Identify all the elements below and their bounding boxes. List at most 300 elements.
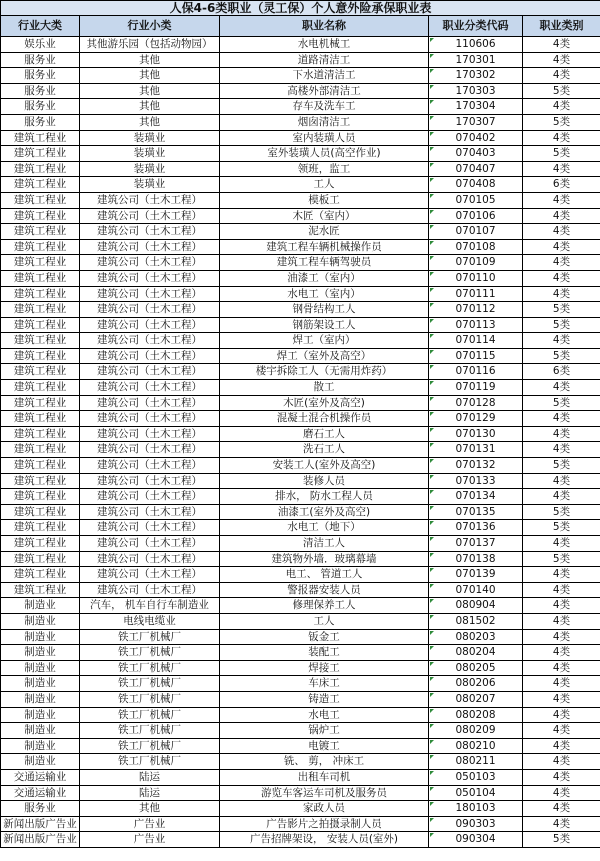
cell-industry-subcategory: 建筑公司（土木工程） <box>80 364 220 380</box>
cell-occupation-class: 4类 <box>523 785 600 801</box>
cell-occupation-code: 080904 <box>429 598 523 614</box>
table-row <box>1 83 600 99</box>
cell-occupation-name: 钢筋架设工人 <box>220 317 429 333</box>
cell-occupation-name: 存车及洗车工 <box>220 99 429 115</box>
cell-occupation-code: 080211 <box>429 754 523 770</box>
cell-occupation-class: 5类 <box>523 395 600 411</box>
cell-occupation-class: 4类 <box>523 598 600 614</box>
cell-occupation-name: 铸造工 <box>220 691 429 707</box>
cell-occupation-name: 建筑工程车辆机械操作员 <box>220 239 429 255</box>
cell-occupation-name: 铣、 剪， 冲床工 <box>220 754 429 770</box>
cell-occupation-class: 4类 <box>523 224 600 240</box>
cell-industry-category: 服务业 <box>1 68 80 84</box>
cell-industry-category: 制造业 <box>1 723 80 739</box>
cell-industry-subcategory: 建筑公司（土木工程） <box>80 302 220 318</box>
cell-occupation-name: 烟囱清洁工 <box>220 114 429 130</box>
table-title: 人保4-6类职业（灵工保）个人意外险承保职业表 <box>1 1 600 16</box>
cell-occupation-name: 钣金工 <box>220 629 429 645</box>
cell-industry-category: 新闻出版广告业 <box>1 816 80 832</box>
cell-industry-category: 制造业 <box>1 645 80 661</box>
cell-industry-subcategory: 铁工厂机械厂 <box>80 738 220 754</box>
table-row <box>1 785 600 801</box>
cell-occupation-class: 4类 <box>523 239 600 255</box>
table-row <box>1 192 600 208</box>
cell-occupation-name: 安装工人(室外及高空) <box>220 458 429 474</box>
cell-occupation-name: 广告招牌架设， 安装人员(室外) <box>220 832 429 848</box>
cell-industry-subcategory: 建筑公司（土木工程） <box>80 380 220 396</box>
cell-industry-subcategory: 建筑公司（土木工程） <box>80 473 220 489</box>
cell-occupation-name: 油漆工（室内） <box>220 270 429 286</box>
cell-industry-subcategory: 建筑公司（土木工程） <box>80 426 220 442</box>
cell-occupation-name: 高楼外部清洁工 <box>220 83 429 99</box>
cell-industry-subcategory: 铁工厂机械厂 <box>80 676 220 692</box>
cell-occupation-code: 070407 <box>429 161 523 177</box>
cell-occupation-class: 4类 <box>523 255 600 271</box>
table-row <box>1 442 600 458</box>
cell-occupation-code: 081502 <box>429 613 523 629</box>
cell-occupation-name: 清洁工人 <box>220 536 429 552</box>
table-row <box>1 504 600 520</box>
cell-occupation-code: 070128 <box>429 395 523 411</box>
cell-occupation-name: 电镀工 <box>220 738 429 754</box>
cell-industry-subcategory: 建筑公司（土木工程） <box>80 255 220 271</box>
cell-industry-subcategory: 建筑公司（土木工程） <box>80 567 220 583</box>
cell-occupation-code: 070107 <box>429 224 523 240</box>
cell-occupation-code: 080203 <box>429 629 523 645</box>
table-row <box>1 286 600 302</box>
cell-industry-category: 建筑工程业 <box>1 504 80 520</box>
cell-industry-subcategory: 建筑公司（土木工程） <box>80 458 220 474</box>
cell-occupation-code: 070135 <box>429 504 523 520</box>
cell-occupation-class: 4类 <box>523 68 600 84</box>
cell-industry-category: 建筑工程业 <box>1 239 80 255</box>
table-body <box>1 37 600 848</box>
cell-industry-subcategory: 其他游乐园（包括动物园） <box>80 37 220 53</box>
cell-occupation-name: 道路清洁工 <box>220 52 429 68</box>
header-occupation-code: 职业分类代码 <box>429 16 523 37</box>
cell-occupation-code: 050103 <box>429 769 523 785</box>
cell-occupation-class: 4类 <box>523 473 600 489</box>
cell-occupation-code: 080207 <box>429 691 523 707</box>
cell-industry-subcategory: 铁工厂机械厂 <box>80 723 220 739</box>
cell-occupation-class: 4类 <box>523 192 600 208</box>
cell-industry-category: 建筑工程业 <box>1 177 80 193</box>
cell-occupation-class: 4类 <box>523 754 600 770</box>
cell-occupation-name: 锅炉工 <box>220 723 429 739</box>
cell-occupation-name: 焊工（室内） <box>220 333 429 349</box>
cell-industry-category: 制造业 <box>1 707 80 723</box>
cell-occupation-name: 洗石工人 <box>220 442 429 458</box>
cell-occupation-class: 4类 <box>523 411 600 427</box>
table-row <box>1 707 600 723</box>
cell-industry-category: 建筑工程业 <box>1 551 80 567</box>
cell-industry-category: 服务业 <box>1 801 80 817</box>
cell-industry-subcategory: 建筑公司（土木工程） <box>80 551 220 567</box>
cell-occupation-class: 4类 <box>523 691 600 707</box>
cell-industry-category: 建筑工程业 <box>1 395 80 411</box>
cell-industry-subcategory: 装璜业 <box>80 146 220 162</box>
table-row <box>1 333 600 349</box>
cell-occupation-class: 4类 <box>523 380 600 396</box>
cell-occupation-class: 5类 <box>523 520 600 536</box>
cell-occupation-class: 4类 <box>523 442 600 458</box>
cell-industry-category: 建筑工程业 <box>1 582 80 598</box>
cell-occupation-class: 4类 <box>523 582 600 598</box>
cell-occupation-name: 排水， 防水工程人员 <box>220 489 429 505</box>
cell-industry-subcategory: 装璜业 <box>80 130 220 146</box>
header-industry-subcategory: 行业小类 <box>80 16 220 37</box>
cell-occupation-name: 混凝土混合机操作员 <box>220 411 429 427</box>
table-row <box>1 613 600 629</box>
cell-occupation-code: 090303 <box>429 816 523 832</box>
table-row <box>1 754 600 770</box>
cell-occupation-code: 070115 <box>429 348 523 364</box>
cell-occupation-name: 工人 <box>220 613 429 629</box>
cell-industry-subcategory: 建筑公司（土木工程） <box>80 270 220 286</box>
cell-industry-subcategory: 建筑公司（土木工程） <box>80 239 220 255</box>
cell-industry-category: 建筑工程业 <box>1 208 80 224</box>
table-row <box>1 37 600 53</box>
cell-industry-subcategory: 其他 <box>80 99 220 115</box>
cell-occupation-class: 4类 <box>523 99 600 115</box>
cell-industry-category: 服务业 <box>1 52 80 68</box>
cell-occupation-class: 4类 <box>523 37 600 53</box>
cell-occupation-code: 090304 <box>429 832 523 848</box>
cell-occupation-name: 工人 <box>220 177 429 193</box>
cell-industry-category: 建筑工程业 <box>1 473 80 489</box>
table-row <box>1 567 600 583</box>
cell-industry-category: 服务业 <box>1 83 80 99</box>
cell-industry-subcategory: 电线电缆业 <box>80 613 220 629</box>
cell-industry-subcategory: 建筑公司（土木工程） <box>80 582 220 598</box>
cell-occupation-code: 170304 <box>429 99 523 115</box>
cell-occupation-code: 070140 <box>429 582 523 598</box>
cell-occupation-class: 5类 <box>523 317 600 333</box>
cell-occupation-name: 模板工 <box>220 192 429 208</box>
cell-industry-subcategory: 建筑公司（土木工程） <box>80 317 220 333</box>
cell-occupation-name: 水电工（室内） <box>220 286 429 302</box>
table-row <box>1 458 600 474</box>
table-row <box>1 691 600 707</box>
cell-occupation-code: 070138 <box>429 551 523 567</box>
cell-industry-category: 建筑工程业 <box>1 333 80 349</box>
cell-industry-subcategory: 建筑公司（土木工程） <box>80 192 220 208</box>
cell-industry-category: 建筑工程业 <box>1 255 80 271</box>
table-title-row <box>1 1 600 16</box>
cell-industry-category: 制造业 <box>1 660 80 676</box>
cell-occupation-class: 4类 <box>523 489 600 505</box>
cell-occupation-code: 070113 <box>429 317 523 333</box>
cell-industry-subcategory: 建筑公司（土木工程） <box>80 489 220 505</box>
table-row <box>1 536 600 552</box>
table-row <box>1 68 600 84</box>
cell-industry-category: 建筑工程业 <box>1 520 80 536</box>
cell-industry-subcategory: 广告业 <box>80 832 220 848</box>
cell-industry-subcategory: 建筑公司（土木工程） <box>80 536 220 552</box>
table-row <box>1 146 600 162</box>
cell-occupation-name: 下水道清洁工 <box>220 68 429 84</box>
table-row <box>1 738 600 754</box>
cell-occupation-class: 6类 <box>523 177 600 193</box>
cell-occupation-class: 5类 <box>523 458 600 474</box>
cell-occupation-code: 070116 <box>429 364 523 380</box>
table-row <box>1 489 600 505</box>
cell-occupation-name: 家政人员 <box>220 801 429 817</box>
cell-occupation-class: 4类 <box>523 52 600 68</box>
cell-industry-category: 建筑工程业 <box>1 536 80 552</box>
cell-industry-category: 交通运输业 <box>1 769 80 785</box>
cell-industry-category: 建筑工程业 <box>1 317 80 333</box>
cell-industry-category: 服务业 <box>1 114 80 130</box>
cell-industry-subcategory: 建筑公司（土木工程） <box>80 208 220 224</box>
cell-occupation-code: 070108 <box>429 239 523 255</box>
cell-industry-subcategory: 其他 <box>80 114 220 130</box>
header-industry-category: 行业大类 <box>1 16 80 37</box>
cell-occupation-name: 建筑工程车辆驾驶员 <box>220 255 429 271</box>
cell-occupation-code: 080209 <box>429 723 523 739</box>
cell-occupation-name: 泥水匠 <box>220 224 429 240</box>
cell-occupation-name: 出租车司机 <box>220 769 429 785</box>
cell-occupation-name: 木匠(室外及高空) <box>220 395 429 411</box>
cell-occupation-class: 4类 <box>523 161 600 177</box>
cell-industry-category: 制造业 <box>1 754 80 770</box>
table-row <box>1 177 600 193</box>
cell-industry-category: 建筑工程业 <box>1 364 80 380</box>
table-row <box>1 270 600 286</box>
cell-industry-category: 建筑工程业 <box>1 130 80 146</box>
cell-industry-subcategory: 建筑公司（土木工程） <box>80 224 220 240</box>
table-row <box>1 426 600 442</box>
cell-occupation-class: 4类 <box>523 130 600 146</box>
cell-occupation-name: 钢骨结构工人 <box>220 302 429 318</box>
cell-occupation-name: 广告影片之拍摄录制人员 <box>220 816 429 832</box>
cell-industry-subcategory: 陆运 <box>80 769 220 785</box>
cell-occupation-name: 领班，监工 <box>220 161 429 177</box>
cell-occupation-class: 5类 <box>523 302 600 318</box>
cell-industry-subcategory: 其他 <box>80 801 220 817</box>
cell-occupation-code: 170302 <box>429 68 523 84</box>
table-row <box>1 582 600 598</box>
cell-occupation-name: 室内装璜人员 <box>220 130 429 146</box>
cell-occupation-code: 070137 <box>429 536 523 552</box>
cell-industry-category: 建筑工程业 <box>1 426 80 442</box>
cell-occupation-class: 4类 <box>523 723 600 739</box>
cell-industry-category: 制造业 <box>1 676 80 692</box>
cell-industry-category: 服务业 <box>1 99 80 115</box>
cell-occupation-class: 4类 <box>523 816 600 832</box>
table-row <box>1 645 600 661</box>
table-row <box>1 411 600 427</box>
cell-occupation-code: 070130 <box>429 426 523 442</box>
table-row <box>1 255 600 271</box>
cell-industry-category: 建筑工程业 <box>1 348 80 364</box>
cell-industry-category: 建筑工程业 <box>1 224 80 240</box>
table-row <box>1 816 600 832</box>
cell-industry-category: 建筑工程业 <box>1 442 80 458</box>
cell-industry-category: 建筑工程业 <box>1 302 80 318</box>
cell-industry-category: 建筑工程业 <box>1 161 80 177</box>
cell-occupation-code: 170307 <box>429 114 523 130</box>
cell-occupation-class: 4类 <box>523 426 600 442</box>
cell-occupation-name: 散工 <box>220 380 429 396</box>
cell-industry-subcategory: 汽车， 机车自行车制造业 <box>80 598 220 614</box>
cell-industry-subcategory: 装璜业 <box>80 161 220 177</box>
cell-occupation-class: 4类 <box>523 536 600 552</box>
cell-industry-subcategory: 其他 <box>80 83 220 99</box>
cell-industry-subcategory: 建筑公司（土木工程） <box>80 395 220 411</box>
cell-industry-category: 新闻出版广告业 <box>1 832 80 848</box>
cell-industry-category: 建筑工程业 <box>1 270 80 286</box>
table-row <box>1 161 600 177</box>
table-row <box>1 676 600 692</box>
cell-occupation-code: 080204 <box>429 645 523 661</box>
cell-industry-category: 娱乐业 <box>1 37 80 53</box>
table-row <box>1 801 600 817</box>
cell-occupation-class: 5类 <box>523 348 600 364</box>
cell-occupation-name: 磨石工人 <box>220 426 429 442</box>
cell-industry-category: 建筑工程业 <box>1 146 80 162</box>
cell-occupation-class: 6类 <box>523 364 600 380</box>
cell-occupation-name: 车床工 <box>220 676 429 692</box>
table-row <box>1 395 600 411</box>
cell-occupation-name: 装修人员 <box>220 473 429 489</box>
cell-industry-category: 建筑工程业 <box>1 411 80 427</box>
table-row <box>1 723 600 739</box>
cell-industry-subcategory: 建筑公司（土木工程） <box>80 504 220 520</box>
cell-industry-subcategory: 其他 <box>80 52 220 68</box>
cell-occupation-class: 4类 <box>523 613 600 629</box>
table-row <box>1 302 600 318</box>
cell-occupation-code: 070139 <box>429 567 523 583</box>
cell-occupation-name: 游览车客运车司机及服务员 <box>220 785 429 801</box>
cell-occupation-name: 修理保养工人 <box>220 598 429 614</box>
table-row <box>1 520 600 536</box>
cell-industry-subcategory: 建筑公司（土木工程） <box>80 411 220 427</box>
cell-occupation-code: 170301 <box>429 52 523 68</box>
cell-occupation-name: 焊工（室外及高空） <box>220 348 429 364</box>
cell-industry-subcategory: 建筑公司（土木工程） <box>80 333 220 349</box>
cell-occupation-class: 4类 <box>523 208 600 224</box>
cell-occupation-code: 080205 <box>429 660 523 676</box>
cell-occupation-code: 070136 <box>429 520 523 536</box>
cell-occupation-name: 水电工（地下） <box>220 520 429 536</box>
cell-occupation-name: 室外装璜人员(高空作业) <box>220 146 429 162</box>
cell-industry-subcategory: 陆运 <box>80 785 220 801</box>
cell-industry-subcategory: 铁工厂机械厂 <box>80 629 220 645</box>
table-row <box>1 380 600 396</box>
table-row <box>1 317 600 333</box>
cell-occupation-class: 4类 <box>523 645 600 661</box>
cell-industry-subcategory: 广告业 <box>80 816 220 832</box>
cell-industry-subcategory: 铁工厂机械厂 <box>80 660 220 676</box>
cell-occupation-code: 070403 <box>429 146 523 162</box>
header-occupation-class: 职业类别 <box>523 16 600 37</box>
cell-industry-subcategory: 建筑公司（土木工程） <box>80 520 220 536</box>
cell-occupation-code: 070408 <box>429 177 523 193</box>
table-header-row <box>1 16 600 37</box>
table-row <box>1 52 600 68</box>
table-row <box>1 114 600 130</box>
cell-occupation-name: 建筑物外墙．玻璃幕墙 <box>220 551 429 567</box>
cell-occupation-code: 080210 <box>429 738 523 754</box>
table-row <box>1 348 600 364</box>
cell-industry-subcategory: 建筑公司（土木工程） <box>80 348 220 364</box>
cell-occupation-name: 警报器安装人员 <box>220 582 429 598</box>
cell-occupation-code: 180103 <box>429 801 523 817</box>
cell-occupation-class: 5类 <box>523 146 600 162</box>
cell-occupation-class: 4类 <box>523 286 600 302</box>
cell-industry-category: 建筑工程业 <box>1 286 80 302</box>
cell-occupation-name: 电工、 管道工人 <box>220 567 429 583</box>
cell-occupation-class: 4类 <box>523 738 600 754</box>
cell-industry-category: 建筑工程业 <box>1 192 80 208</box>
table-row <box>1 769 600 785</box>
table-row <box>1 99 600 115</box>
table-row <box>1 364 600 380</box>
cell-industry-subcategory: 装璜业 <box>80 177 220 193</box>
cell-industry-category: 制造业 <box>1 613 80 629</box>
cell-occupation-name: 楼宇拆除工人（无需用炸药） <box>220 364 429 380</box>
table-row <box>1 629 600 645</box>
cell-occupation-class: 5类 <box>523 551 600 567</box>
cell-occupation-code: 070119 <box>429 380 523 396</box>
cell-occupation-class: 4类 <box>523 707 600 723</box>
table-row <box>1 551 600 567</box>
cell-occupation-class: 4类 <box>523 333 600 349</box>
header-occupation-name: 职业名称 <box>220 16 429 37</box>
table-row <box>1 660 600 676</box>
cell-occupation-name: 油漆工(室外及高空) <box>220 504 429 520</box>
cell-industry-subcategory: 铁工厂机械厂 <box>80 691 220 707</box>
cell-industry-subcategory: 铁工厂机械厂 <box>80 645 220 661</box>
cell-occupation-name: 水电机械工 <box>220 37 429 53</box>
cell-industry-category: 制造业 <box>1 738 80 754</box>
cell-occupation-class: 5类 <box>523 832 600 848</box>
cell-occupation-code: 050104 <box>429 785 523 801</box>
cell-occupation-code: 070111 <box>429 286 523 302</box>
cell-occupation-code: 070109 <box>429 255 523 271</box>
cell-occupation-class: 4类 <box>523 676 600 692</box>
cell-industry-category: 制造业 <box>1 629 80 645</box>
cell-occupation-class: 5类 <box>523 83 600 99</box>
cell-occupation-name: 焊接工 <box>220 660 429 676</box>
table-row <box>1 239 600 255</box>
cell-occupation-code: 070131 <box>429 442 523 458</box>
cell-industry-subcategory: 建筑公司（土木工程） <box>80 442 220 458</box>
cell-occupation-name: 水电工 <box>220 707 429 723</box>
cell-occupation-code: 080206 <box>429 676 523 692</box>
cell-occupation-code: 070134 <box>429 489 523 505</box>
cell-occupation-code: 070106 <box>429 208 523 224</box>
cell-industry-category: 交通运输业 <box>1 785 80 801</box>
cell-occupation-code: 070110 <box>429 270 523 286</box>
cell-occupation-code: 070129 <box>429 411 523 427</box>
cell-occupation-class: 4类 <box>523 270 600 286</box>
cell-occupation-class: 4类 <box>523 660 600 676</box>
cell-industry-subcategory: 其他 <box>80 68 220 84</box>
table-row <box>1 832 600 848</box>
cell-occupation-class: 5类 <box>523 114 600 130</box>
table-row <box>1 130 600 146</box>
cell-occupation-class: 4类 <box>523 567 600 583</box>
cell-industry-subcategory: 铁工厂机械厂 <box>80 707 220 723</box>
cell-occupation-code: 170303 <box>429 83 523 99</box>
cell-occupation-class: 4类 <box>523 629 600 645</box>
cell-occupation-code: 110606 <box>429 37 523 53</box>
cell-occupation-class: 4类 <box>523 801 600 817</box>
cell-occupation-code: 070132 <box>429 458 523 474</box>
cell-occupation-name: 木匠（室内） <box>220 208 429 224</box>
